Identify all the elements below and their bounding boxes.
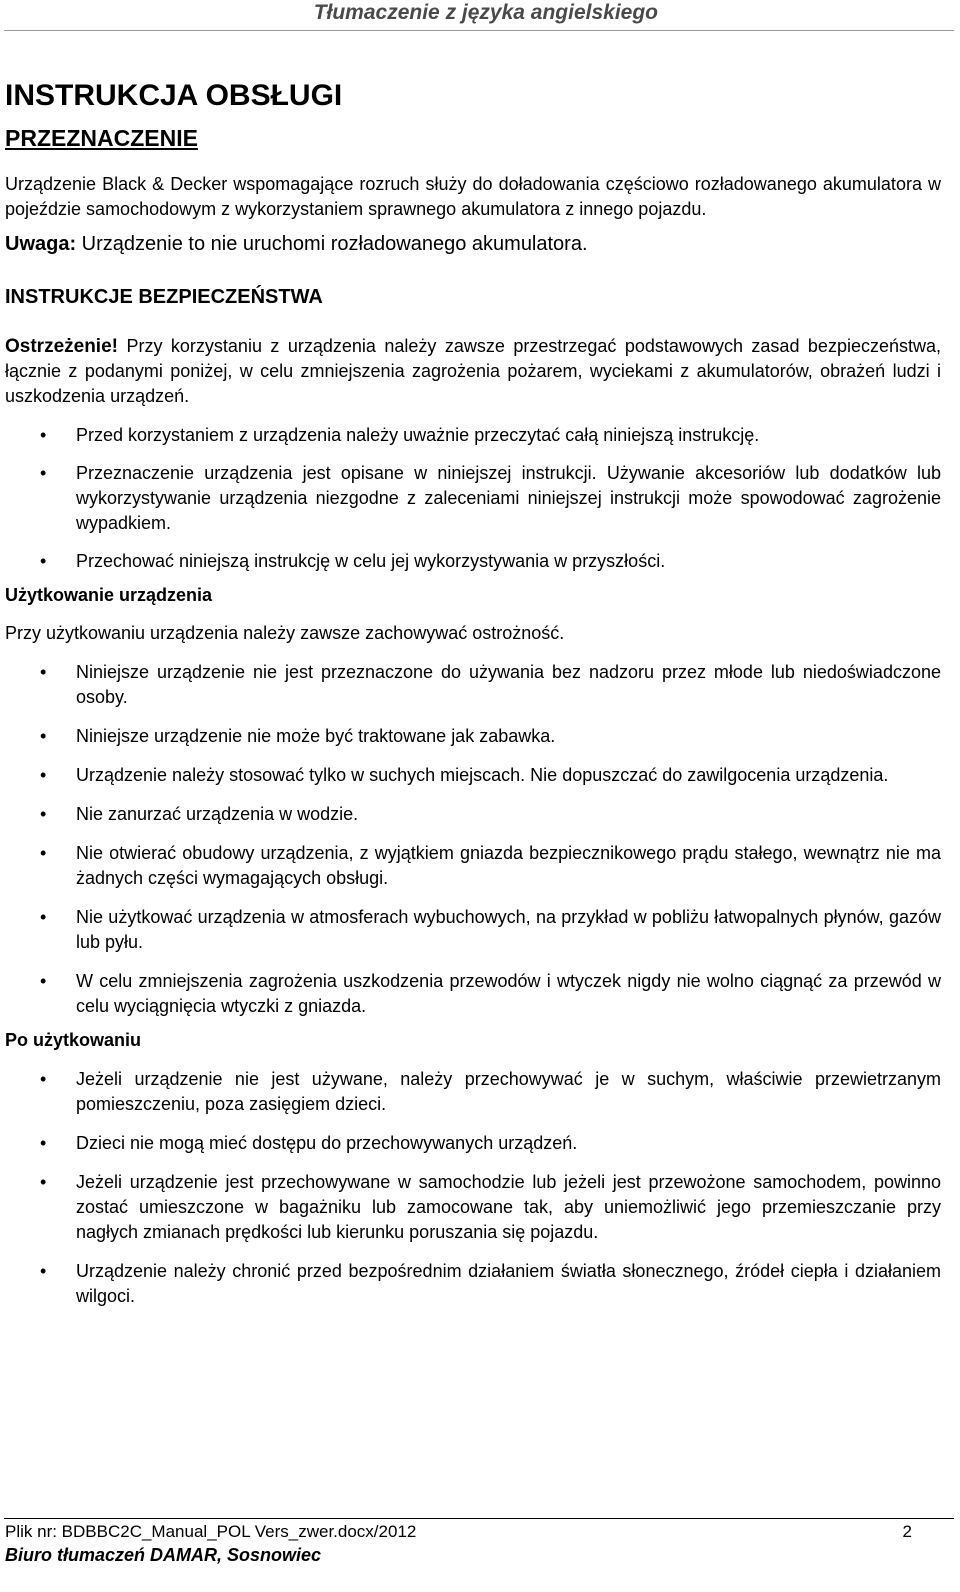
list-item — [5, 969, 941, 1019]
list-item-text: Nie otwierać obudowy urządzenia, z wyjątkiem gniazda bezpiecznikowego prądu stałego, wewnątrz nie ma żadnych części wymagających obsługi. — [76, 843, 941, 888]
note-paragraph — [5, 230, 941, 258]
header-rule — [4, 30, 954, 31]
list-item — [5, 841, 941, 891]
list-item-text: Przeznaczenie urządzenia jest opisane w niniejszej instrukcji. Używanie akcesoriów lub dodatków lub wykorzystywanie urządzenia niezgodne z zaleceniami niniejszej instrukcji może spowodować zagrożenie wypadkiem. — [76, 463, 941, 533]
document-title: INSTRUKCJA OBSŁUGI — [5, 79, 343, 112]
safety-bullet-list — [5, 423, 941, 574]
list-item — [5, 1067, 941, 1117]
use-intro-paragraph: Przy użytkowaniu urządzenia należy zawsze zachowywać ostrożność. — [5, 623, 565, 643]
footer-office: Biuro tłumaczeń DAMAR, Sosnowiec — [5, 1545, 322, 1565]
header-title: Tłumaczenie z języka angielskiego — [313, 1, 658, 24]
footer-file-info: Plik nr: BDBBC2C_Manual_POL Vers_zwer.docx/2012 — [5, 1522, 417, 1541]
bullet-icon: • — [40, 1069, 47, 1089]
use-bullet-list — [5, 660, 941, 1019]
list-item — [5, 763, 941, 788]
list-item — [5, 461, 941, 536]
bullet-icon: • — [40, 765, 47, 785]
purpose-paragraph: Urządzenie Black & Decker wspomagające rozruch służy do doładowania częściowo rozładowanego akumulatora w pojeździe samochodowym z wykorzystaniem sprawnego akumulatora z innego pojazdu. — [5, 174, 941, 219]
list-item-text: Przed korzystaniem z urządzenia należy uważnie przeczytać całą niniejszą instrukcję. — [76, 425, 760, 445]
warning-label: Ostrzeżenie! — [5, 336, 118, 357]
footer-rule — [4, 1518, 954, 1519]
bullet-icon: • — [40, 463, 47, 483]
list-item-text: Nie użytkować urządzenia w atmosferach wybuchowych, na przykład w pobliżu łatwopalnych płynów, gazów lub pyłu. — [76, 907, 941, 952]
after-use-bullet-list — [5, 1067, 941, 1309]
list-item — [5, 1259, 941, 1309]
list-item-text: Jeżeli urządzenie jest przechowywane w samochodzie lub jeżeli jest przewożone samochodem, powinno zostać umieszczone w bagażniku lub zamocowane tak, aby uniemożliwić jego przemieszczanie przy nagłych zmianach prędkości lub kierunku poruszania się pojazdu. — [76, 1172, 941, 1242]
warning-paragraph — [5, 334, 941, 409]
section-heading-safety: INSTRUKCJE BEZPIECZEŃSTWA — [5, 286, 323, 308]
bullet-icon: • — [40, 726, 47, 746]
warning-text: Przy korzystaniu z urządzenia należy zawsze przestrzegać podstawowych zasad bezpieczeństwa, łącznie z podanymi poniżej, w celu zmniejszenia zagrożenia pożarem, wyciekami z akumulatorów, obrażeń ludzi i uszkodzenia urządzeń. — [5, 336, 941, 406]
list-item-text: Urządzenie należy chronić przed bezpośrednim działaniem światła słonecznego, źródeł ciepła i działaniem wilgoci. — [76, 1261, 941, 1306]
bullet-icon: • — [40, 1261, 47, 1281]
bullet-icon: • — [40, 551, 47, 571]
bullet-icon: • — [40, 804, 47, 824]
note-text: Urządzenie to nie uruchomi rozładowanego akumulatora. — [76, 233, 588, 255]
list-item-text: Urządzenie należy stosować tylko w suchych miejscach. Nie dopuszczać do zawilgocenia urządzenia. — [76, 765, 889, 785]
section-heading-purpose: PRZEZNACZENIE — [5, 125, 198, 151]
bullet-icon: • — [40, 843, 47, 863]
section-heading-after-use: Po użytkowaniu — [5, 1030, 142, 1050]
bullet-icon: • — [40, 425, 47, 445]
document-body — [5, 74, 941, 1309]
list-item — [5, 1131, 941, 1156]
list-item — [5, 423, 941, 448]
list-item — [5, 1170, 941, 1245]
list-item — [5, 724, 941, 749]
list-item — [5, 802, 941, 827]
section-heading-use: Użytkowanie urządzenia — [5, 585, 213, 605]
list-item-text: Jeżeli urządzenie nie jest używane, należy przechowywać je w suchym, właściwie przewietrzanym pomieszczeniu, poza zasięgiem dzieci. — [76, 1069, 941, 1114]
bullet-icon: • — [40, 907, 47, 927]
list-item-text: Nie zanurzać urządzenia w wodzie. — [76, 804, 359, 824]
bullet-icon: • — [40, 1172, 47, 1192]
list-item-text: Niniejsze urządzenie nie może być traktowane jak zabawka. — [76, 726, 556, 746]
note-label: Uwaga: — [5, 233, 77, 255]
list-item-text: Przechować niniejszą instrukcję w celu jej wykorzystywania w przyszłości. — [76, 551, 666, 571]
footer-page-number: 2 — [902, 1522, 912, 1541]
list-item-text: Dzieci nie mogą mieć dostępu do przechowywanych urządzeń. — [76, 1133, 578, 1153]
list-item — [5, 549, 941, 574]
list-item — [5, 660, 941, 710]
bullet-icon: • — [40, 662, 47, 682]
list-item-text: Niniejsze urządzenie nie jest przeznaczone do używania bez nadzoru przez młode lub niedoświadczone osoby. — [76, 662, 941, 707]
bullet-icon: • — [40, 1133, 47, 1153]
bullet-icon: • — [40, 971, 47, 991]
list-item — [5, 905, 941, 955]
list-item-text: W celu zmniejszenia zagrożenia uszkodzenia przewodów i wtyczek nigdy nie wolno ciągnąć za przewód w celu wyciągnięcia wtyczki z gniazda. — [76, 971, 941, 1016]
